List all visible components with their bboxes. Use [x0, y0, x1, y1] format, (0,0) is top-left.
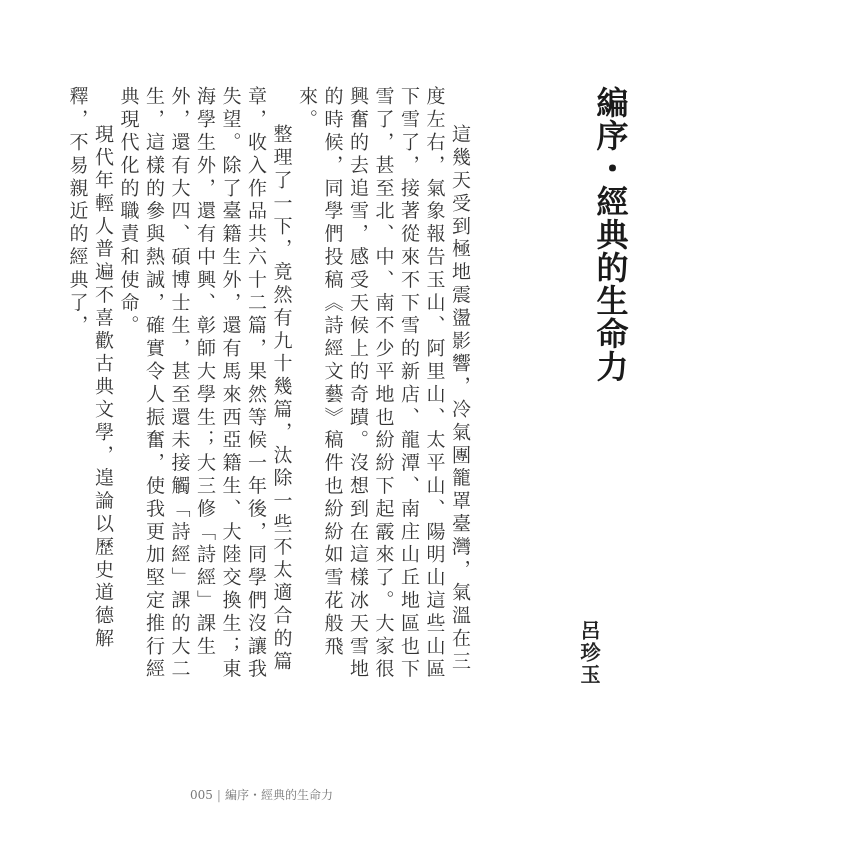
page-title: 編序・經典的生命力 — [591, 86, 630, 383]
body-text — [64, 86, 472, 696]
paragraph-3: 現代年輕人普遍不喜歡古典文學，遑論以歷史道德解釋，不易親近的經典了， — [66, 86, 114, 651]
paragraph-2: 整理了一下，竟然有九十幾篇，汰除一些不太適合的篇章，收入作品共六十二篇，果然等候一年後，同學們沒讓我失望。除了臺籍生外，還有馬來西亞籍生、大陸交換生；東海學生外，還有中興、彰師大學生；大三修「詩經」課生外，還有大四、碩博士生，甚至還未接觸「詩經」課的大二生，這樣的參與熱誠，確實令人振奮，使我更加堅定推行經典現代化的職責和使命。 — [117, 86, 293, 682]
page-number: 005 — [190, 788, 213, 802]
running-title: 編序・經典的生命力 — [224, 788, 333, 802]
footer-separator: | — [216, 788, 221, 802]
author-name: 呂珍玉 — [577, 620, 601, 686]
paragraph-1: 這幾天受到極地震盪影響，冷氣團籠罩臺灣，氣溫在三度左右，氣象報告玉山、阿里山、太平山、陽明山這些山區下雪了，接著從來不下雪的新店、龍潭、南庄山丘地區也下雪了，甚至北、中、南不少平地也紛紛下起霰來了。大家很興奮的去追雪，感受天候上的奇蹟。沒想到在這樣冰天雪地的時候，同學們投稿《詩經文藝》稿件也紛紛如雪花般飛來。 — [296, 86, 471, 682]
page-footer — [190, 786, 333, 803]
